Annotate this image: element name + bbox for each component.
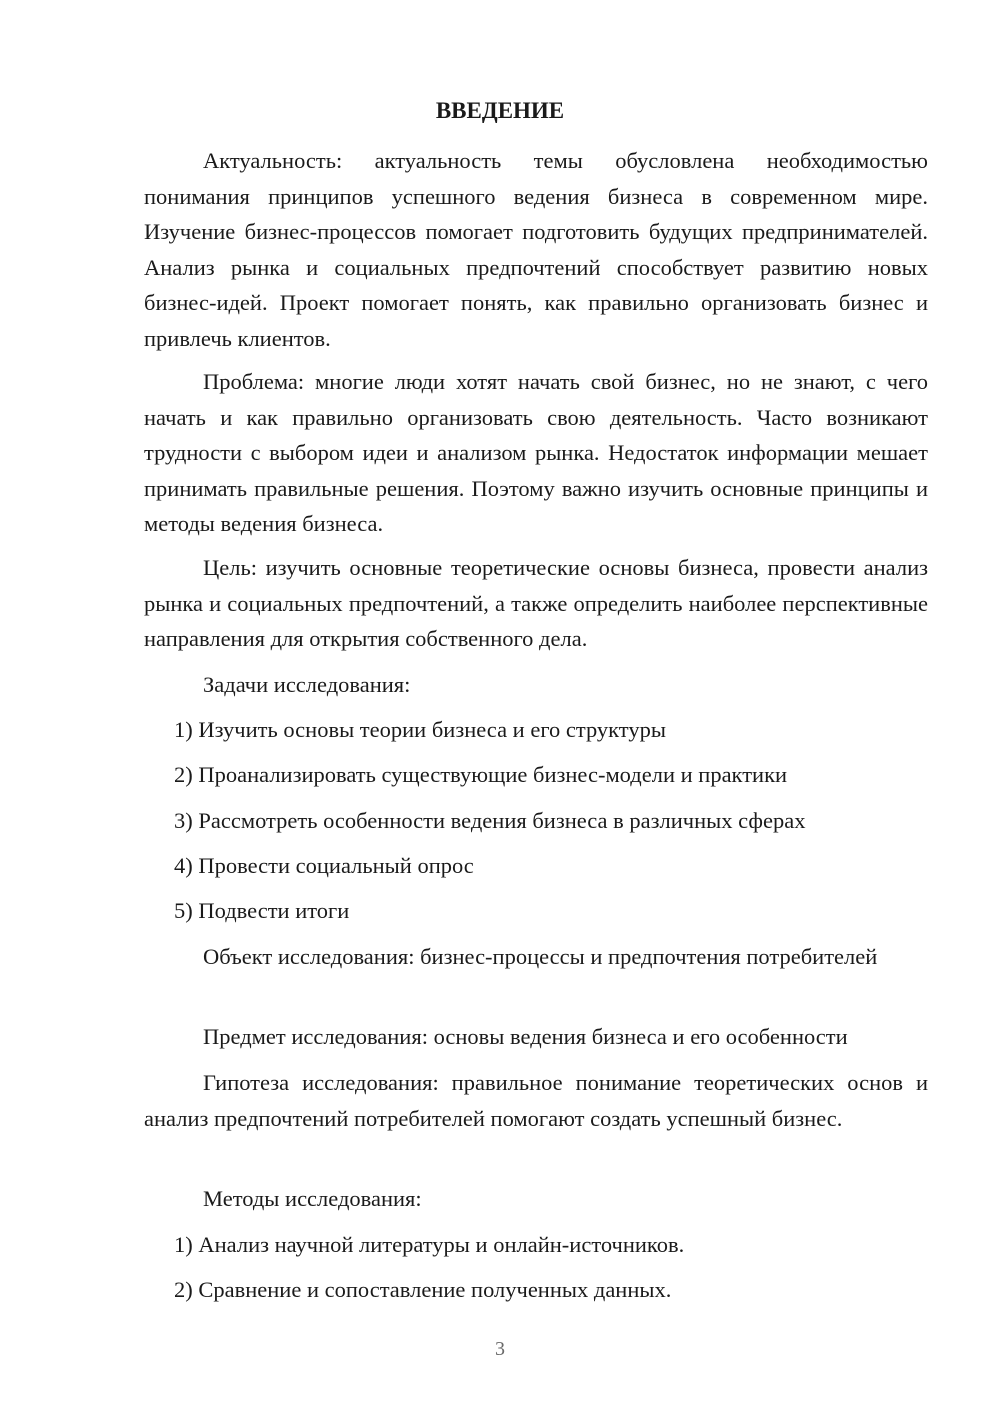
task-item: 5) Подвести итоги: [174, 898, 350, 923]
paragraph-problem: Проблема: многие люди хотят начать свой бизнес, но не знают, с чего начать и как правильно организовать свою деятельность. Часто возникают трудности с выбором идеи и анализом рынка. Недостаток информации мешает принимать правильные решения. Поэтому важно изучить основные принципы и методы ведения бизнеса.: [144, 369, 928, 536]
paragraph-hypothesis: Гипотеза исследования: правильное понимание теоретических основ и анализ предпочтений потребителей помогают создать успешный бизнес.: [144, 1070, 928, 1131]
methods-heading: Методы исследования:: [203, 1186, 422, 1211]
paragraph-goal: Цель: изучить основные теоретические основы бизнеса, провести анализ рынка и социальных предпочтений, а также определить наиболее перспективные направления для открытия собственного дела.: [144, 555, 928, 651]
method-item: 1) Анализ научной литературы и онлайн-источников.: [174, 1232, 685, 1257]
task-item: 3) Рассмотреть особенности ведения бизнеса в различных сферах: [174, 808, 806, 833]
page-number: 3: [495, 1338, 505, 1360]
task-item: 4) Провести социальный опрос: [174, 853, 474, 878]
tasks-heading: Задачи исследования:: [203, 672, 411, 697]
method-item: 2) Сравнение и сопоставление полученных данных.: [174, 1277, 672, 1302]
paragraph-relevance: Актуальность: актуальность темы обусловлена необходимостью понимания принципов успешного ведения бизнеса в современном мире. Изучение бизнес-процессов помогает подготовить будущих предпринимателей. Анализ рынка и социальных предпочтений способствует развитию новых бизнес-идей. Проект помогает понять, как правильно организовать бизнес и привлечь клиентов.: [144, 148, 928, 351]
paragraph-subject: Предмет исследования: основы ведения бизнеса и его особенности: [203, 1024, 848, 1049]
page-title: ВВЕДЕНИЕ: [435, 98, 565, 123]
task-item: 2) Проанализировать существующие бизнес-модели и практики: [174, 762, 788, 787]
task-item: 1) Изучить основы теории бизнеса и его структуры: [174, 717, 666, 742]
paragraph-object: Объект исследования: бизнес-процессы и предпочтения потребителей: [203, 944, 878, 969]
